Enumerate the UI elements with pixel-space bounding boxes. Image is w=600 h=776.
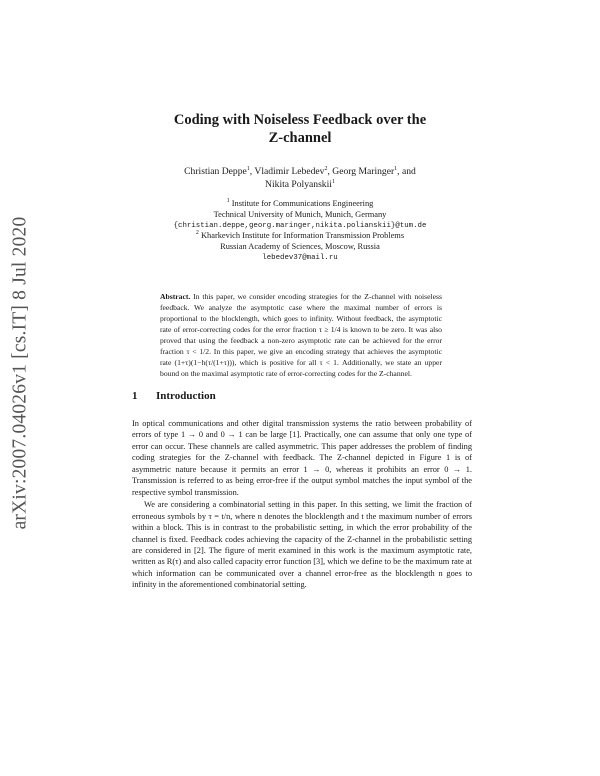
author-3-affil: 1: [394, 165, 398, 172]
author-1-affil: 1: [246, 165, 250, 172]
author-2: Vladimir Lebedev: [254, 166, 325, 177]
affil-2-email: lebedev37@mail.ru: [262, 253, 338, 262]
author-4-affil: 1: [331, 178, 335, 185]
affil-1-marker: 1: [226, 198, 230, 205]
author-2-affil: 2: [324, 165, 328, 172]
author-1: Christian Deppe: [184, 166, 247, 177]
affil-1-university: Technical University of Munich, Munich, Germany: [213, 209, 387, 219]
abstract-label: Abstract.: [160, 292, 191, 301]
paragraph-2: We are considering a combinatorial setting in this paper. In this setting, we limit the fraction of erroneous symbols by τ = t/n, where n denotes the blocklength and t the maximum number of errors within a block. This is in contrast to the probabilistic setting, in which the error probability of the channel is fixed. Feedback codes achieving the capacity of the Z-channel in the probabilistic setting are considered in [2]. The figure of merit examined in this work is the maximum asymptotic rate, written as R(τ) and also called capacity error function [3], which we define to be the maximum rate at which information can be communicated over a channel error-free as the blocklength n goes to infinity in the aforementioned combinatorial setting.: [132, 500, 472, 590]
author-conjunction: , and: [397, 166, 416, 177]
affil-2-university: Russian Academy of Sciences, Moscow, Russia: [220, 242, 380, 252]
affiliations: [0, 199, 600, 264]
arxiv-identifier: arXiv:2007.04026v1 [cs.IT] 8 Jul 2020: [9, 216, 31, 529]
section-title: Introduction: [156, 390, 216, 402]
affil-2-institute: Kharkevich Institute for Information Transmission Problems: [201, 231, 405, 241]
author-3: Georg Maringer: [332, 166, 395, 177]
author-4: Nikita Polyanskii: [265, 178, 332, 190]
affil-2-marker: 2: [195, 230, 199, 237]
paragraph-1: In optical communications and other digital transmission systems the ratio between probability of errors of type 1 → 0 and 0 → 1 can be large [1]. Practically, one can assume that only one type of error can occur. These channels are called asymmetric. This paper addresses the problem of finding coding strategies for the Z-channel with feedback. The Z-channel depicted in Figure 1 is of asymmetric nature because it permits an error 1 → 0, whereas it prohibits an error 0 → 1. Transmission is referred to as being error-free if the output symbol matches the input symbol of the respective symbol transmission.: [132, 419, 472, 497]
section-body: [132, 418, 472, 591]
title-line-2: Z-channel: [268, 130, 332, 146]
section-heading: [132, 390, 472, 402]
author-list: Christian Deppe$^1$, Vladimir Lebedev$^2$, Georg Maringer$^1$, and Nikita Polyanskii$^1$: [184, 165, 416, 190]
abstract-text: In this paper, we consider encoding strategies for the Z-channel with noiseless feedback. We analyze the asymptotic case where the maximal number of errors is proportional to the blocklength, which goes to infinity. Without feedback, the asymptotic rate of error-correcting codes for the error fraction τ ≥ 1/4 is known to be zero. It was also proved that using the feedback a non-zero asymptotic rate can be achieved for the error fraction τ < 1/2. In this paper, we give an encoding strategy that achieves the asymptotic rate (1+τ)(1−h(τ/(1+τ))), which is positive for all τ < 1. Additionally, we state an upper bound on the maximal asymptotic rate of error-correcting codes for the Z-channel.: [160, 292, 442, 378]
section-number: 1: [132, 390, 138, 402]
affil-1-emails: {christian.deppe,georg.maringer,nikita.polianskii}@tum.de: [173, 221, 427, 230]
abstract: [160, 291, 442, 379]
title-line-1: Coding with Noiseless Feedback over the: [173, 112, 427, 128]
paper-title: [0, 111, 600, 147]
affil-1-institute: Institute for Communications Engineering: [231, 199, 374, 208]
